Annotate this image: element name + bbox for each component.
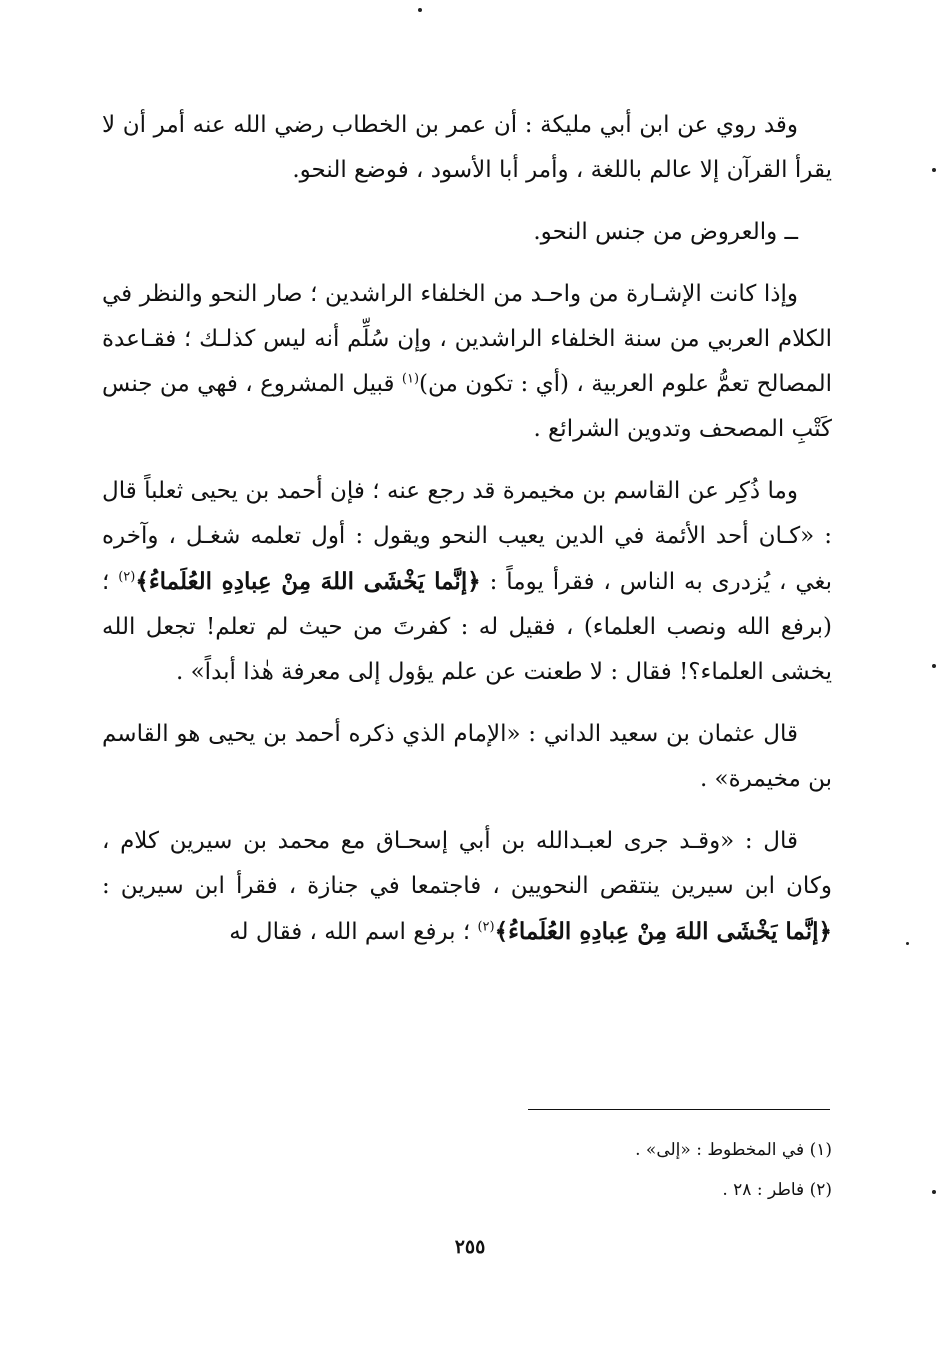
paragraph-qasim-story: وما ذُكِر عن القاسم بن مخيمرة قد رجع عنه ؛ فإن أحمد بن يحيى ثعلباً قال : «كـان أحد الأئمة في الدين يعيب النحو ويقول : أول تعلمه شغـل ، وآخره بغي ، يُزدرى به الناس ، فقرأ يوماً : ﴿إنَّما يَخْشَى اللهَ مِنْ عِبادِهِ العُلَماءُ﴾$^{(٢)}$ ؛ (برفع الله ونصب العلماء) ، فقيل له : كفرتَ من حيث لم تعلم! تجعل الله يخشى العلماء؟! فقال : لا طعنت عن علم يؤول إلى معرفة هٰذا أبداً» .: [102, 478, 833, 685]
footnotes: [460, 1130, 832, 1210]
paragraph-umar-grammar: وقد روي عن ابن أبي مليكة : أن عمر بن الخطاب رضي الله عنه أمر أن لا يقرأ القرآن إلا عالم باللغة ، وأمر أبا الأسود ، فوضع النحو.: [102, 112, 832, 183]
footnote-ref-2: (٢): [118, 569, 136, 585]
paragraph-rightly-guided-caliphs: وإذا كانت الإشـارة من واحـد من الخلفاء الراشدين ؛ صار النحو والنظر في الكلام العربي من سنة الخلفاء الراشدين ، وإن سُلِّم أنه ليس كذلـك ؛ فقـاعدة المصالح تعمُّ علوم العربية ، (أي : تكون من)$^{(١)}$ قبيل المشروع ، فهي من جنس كَتْبِ المصحف وتدوين الشرائع .: [102, 281, 833, 442]
scan-speck: [932, 1190, 936, 1194]
paragraph-dani-quote: قال عثمان بن سعيد الداني : «الإمام الذي ذكره أحمد بن يحيى هو القاسم بن مخيمرة» .: [102, 721, 832, 792]
main-text: [102, 103, 832, 972]
scan-speck: [418, 8, 422, 12]
paragraph-prosody: ــ والعروض من جنس النحو.: [533, 219, 798, 245]
footnote-ref-1: (١): [401, 371, 420, 387]
scan-speck: [932, 664, 936, 668]
paragraph-ibn-sirin: قال : «وقـد جرى لعبـدالله بن أبي إسحـاق مع محمد بن سيرين كلام ، وكان ابن سيرين ينتقص النحويين ، فاجتمعا في جنازة ، فقرأ ابن سيرين : ﴿إنَّما يَخْشَى اللهَ مِنْ عِبادِهِ العُلَماءُ﴾$^{(٢)}$ ؛ برفع اسم الله ، فقال له: [102, 828, 832, 945]
scan-speck: [906, 942, 909, 945]
footnote-separator: [528, 1109, 830, 1110]
footnote-1: (١) في المخطوط : «إلى» .: [635, 1140, 832, 1160]
footnote-ref-2: (٢): [477, 919, 495, 935]
scan-speck: [932, 168, 936, 172]
quran-verse: ﴿إنَّما يَخْشَى اللهَ مِنْ عِبادِهِ العُلَماءُ﴾: [135, 568, 481, 595]
quran-verse: ﴿إنَّما يَخْشَى اللهَ مِنْ عِبادِهِ العُلَماءُ﴾: [494, 918, 832, 945]
footnote-2: (٢) فاطر : ٢٨ .: [722, 1180, 832, 1200]
page-number: ٢٥٥: [454, 1236, 486, 1258]
